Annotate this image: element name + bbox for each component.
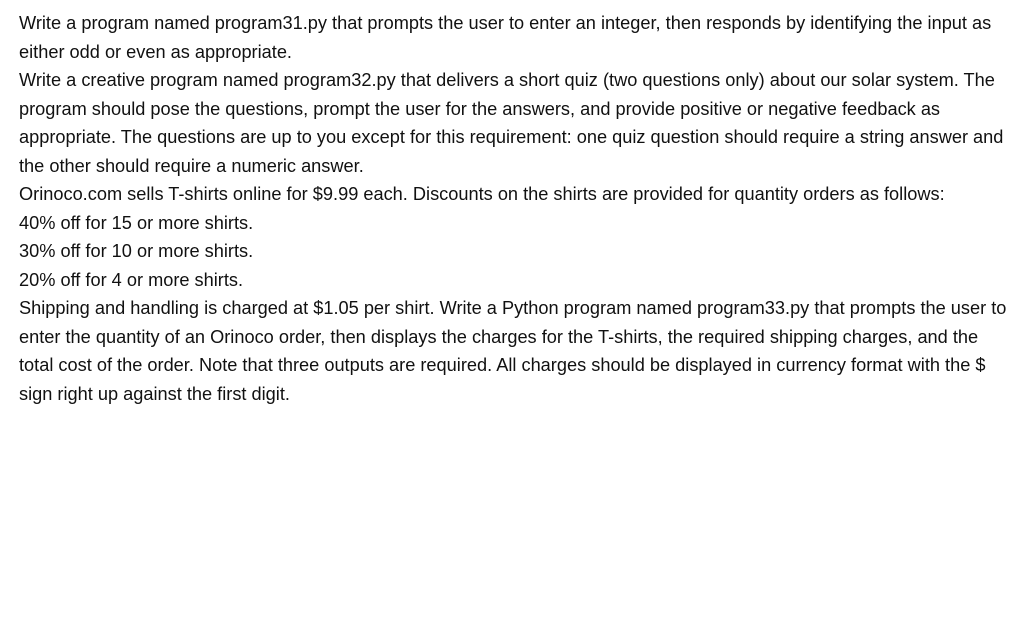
discount-line-20: 20% off for 4 or more shirts. — [19, 269, 244, 290]
document-body — [19, 9, 1009, 408]
paragraph-program31: Write a program named program31.py that prompts the user to enter an integer, then responds by identifying the input as either odd or even as appropriate. — [19, 13, 992, 62]
discount-line-40: 40% off for 15 or more shirts. — [19, 212, 254, 233]
paragraph-program32: Write a creative program named program32.py that delivers a short quiz (two questions only) about our solar system. The program should pose the questions, prompt the user for the answers, and provide positive or negative feedback as appropriate. The questions are up to you except for this requirement: one quiz question should require a string answer and the other should require a numeric answer. — [19, 70, 1004, 176]
paragraph-program33: Shipping and handling is charged at $1.05 per shirt. Write a Python program named program33.py that prompts the user to enter the quantity of an Orinoco order, then displays the charges for the T-shirts, the required shipping charges, and the total cost of the order. Note that three outputs are required. All charges should be displayed in currency format with the $ sign right up against the first digit. — [19, 298, 1007, 404]
paragraph-orinoco-intro: Orinoco.com sells T-shirts online for $9.99 each. Discounts on the shirts are provided for quantity orders as follows: — [19, 184, 945, 204]
discount-line-30: 30% off for 10 or more shirts. — [19, 241, 254, 261]
